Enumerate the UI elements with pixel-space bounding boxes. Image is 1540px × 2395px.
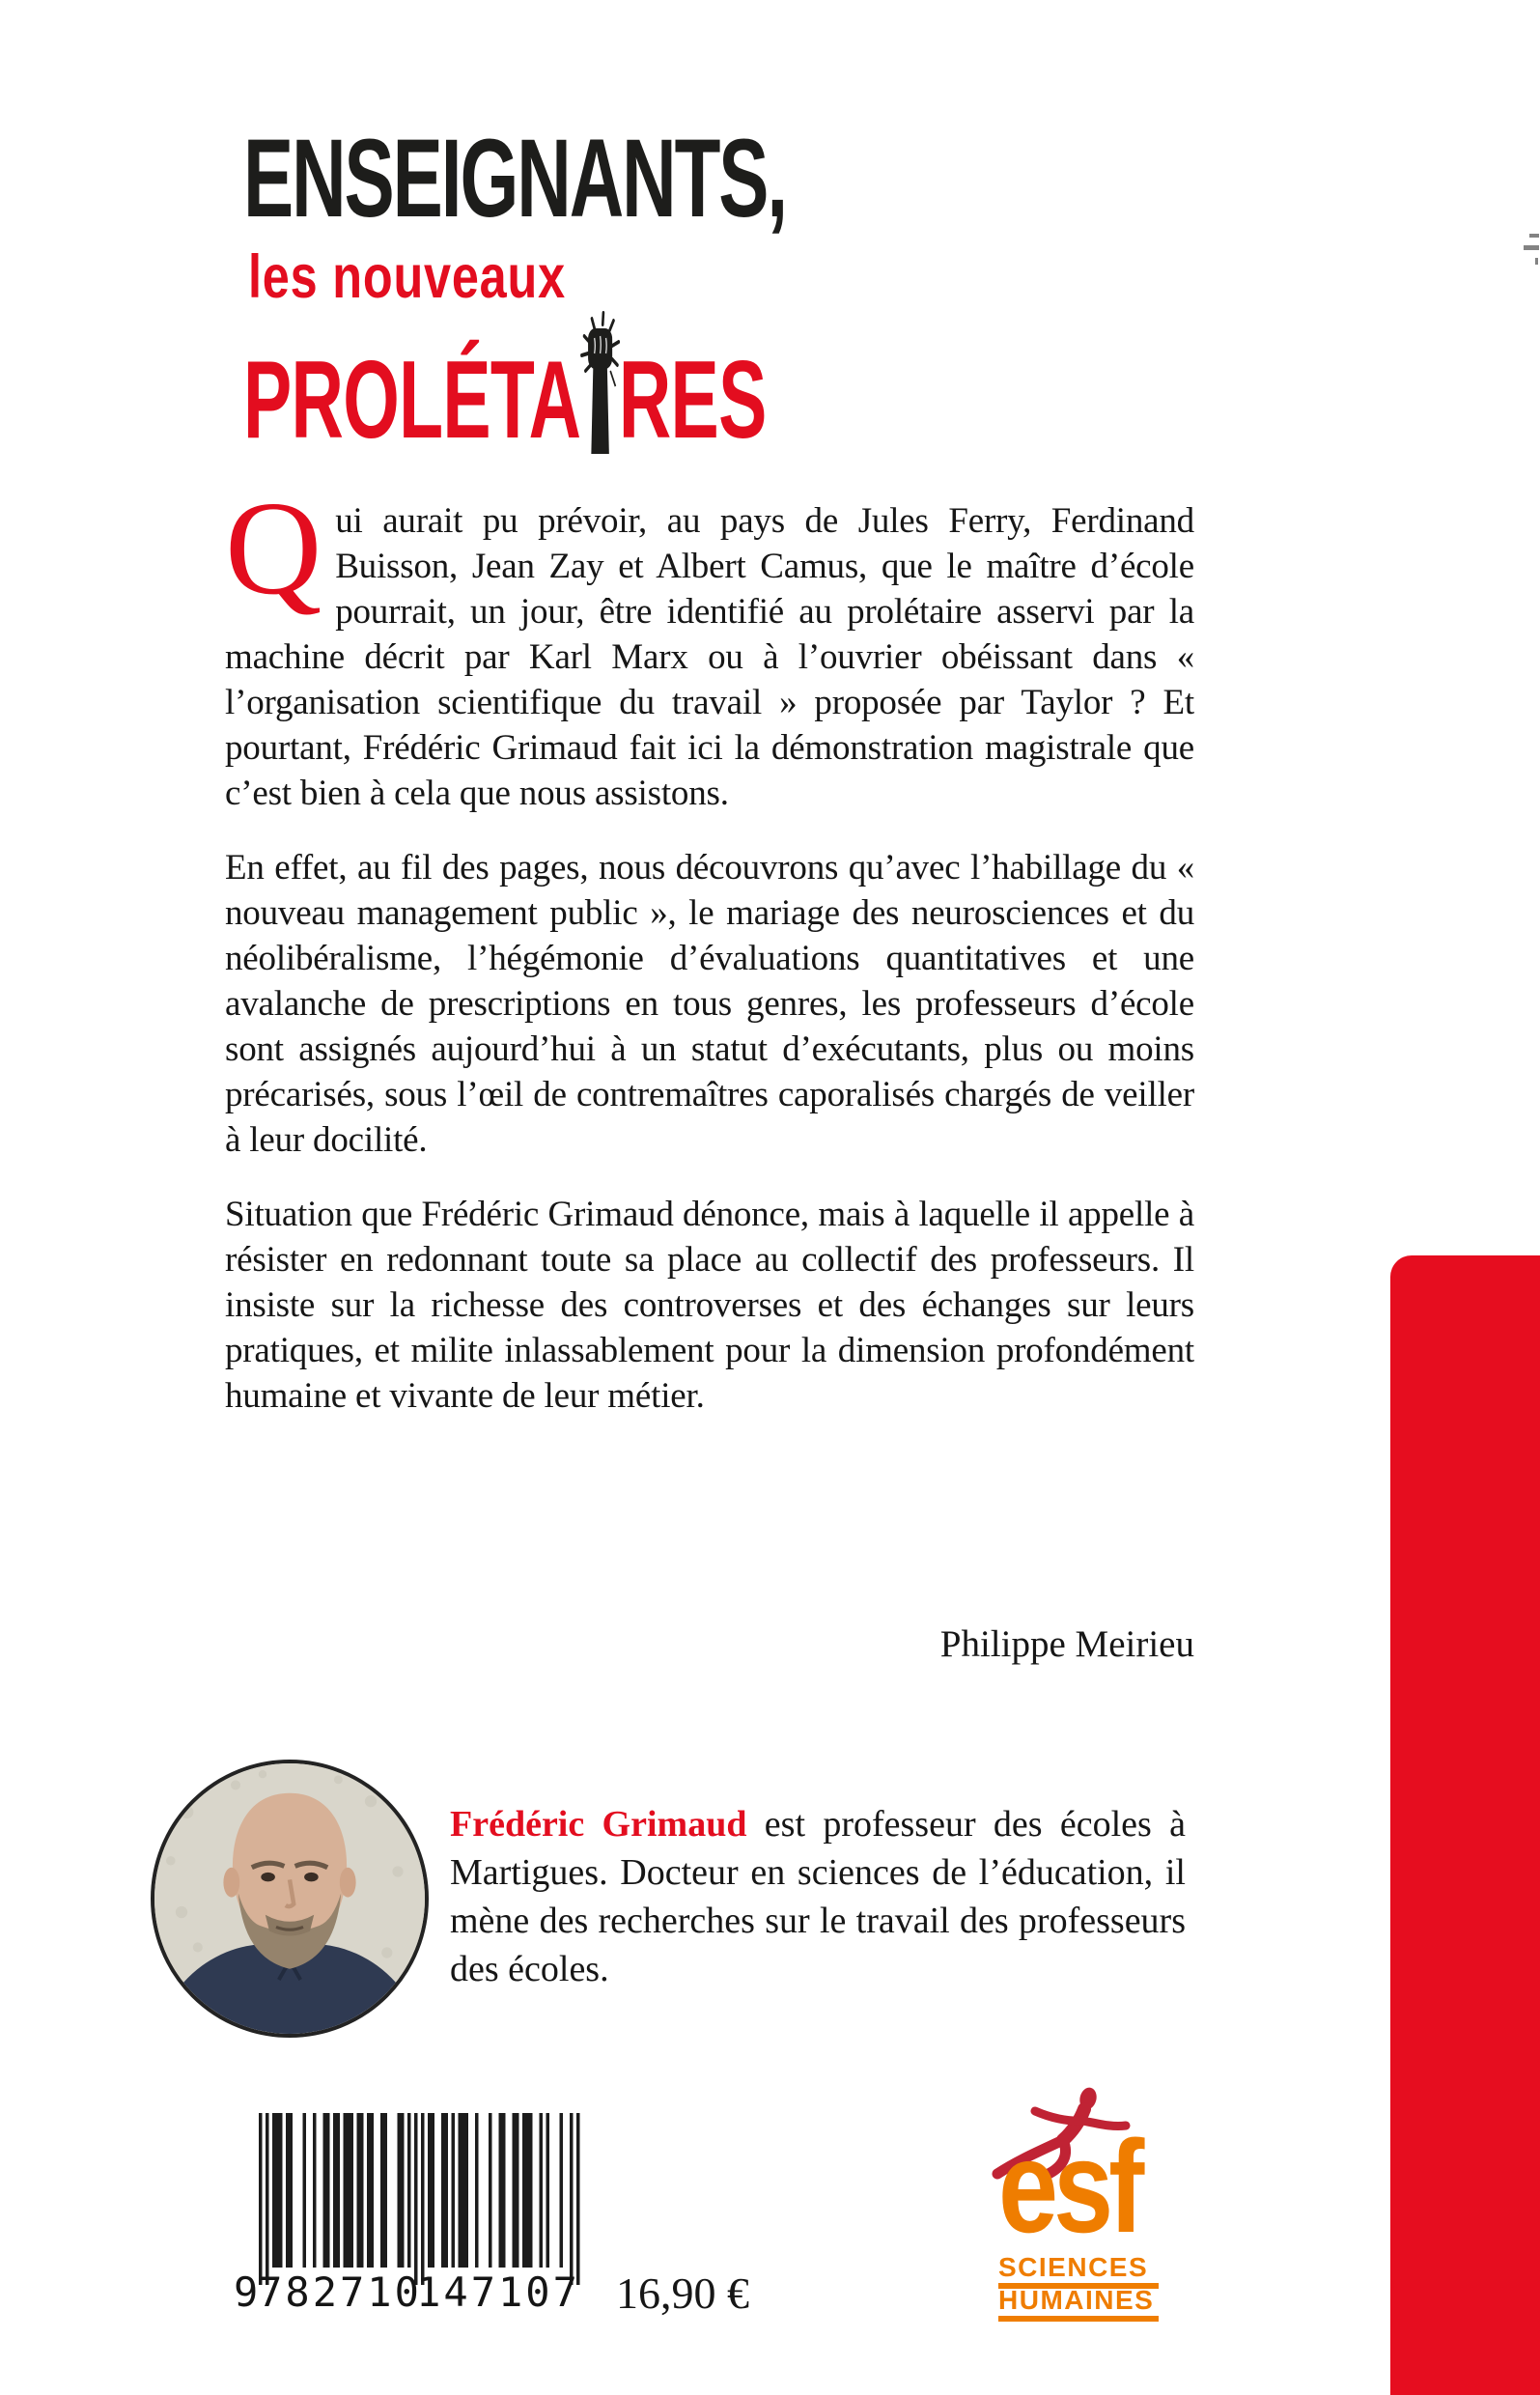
book-title-line3-post: RES (618, 339, 767, 462)
author-bio-text: est professeur des écoles à Martigues. Docteur en sciences de l’éducation, il mène des recherches sur le travail des professeurs des écoles. (450, 1804, 1187, 1989)
barcode-bars (259, 2113, 580, 2285)
isbn-digit-first: 9 (234, 2268, 262, 2316)
book-title-line2: les nouveaux (248, 243, 566, 311)
synopsis-paragraph-2: En effet, au fil des pages, nous découvrons qu’avec l’habillage du « nouveau management public », le mariage des neurosciences et du néolibéralisme, l’hégémonie d’évaluations quantitatives et une avalanche de prescriptions en tous genres, les professeurs d’école sont assignés aujourd’hui à un statut d’exécutants, plus ou moins précarisés, sous l’œil de contremaîtres caporalisés chargés de veiller à leur docilité. (225, 848, 1194, 1160)
book-title-line1: ENSEIGNANTS, (243, 117, 787, 240)
price: 16,90 € (616, 2268, 749, 2318)
red-spine-tab (1390, 1255, 1540, 2395)
synopsis-paragraph-3: Situation que Frédéric Grimaud dénonce, mais à laquelle il appelle à résister en redonnant toute sa place au collectif des professeurs. Il insiste sur la richesse des controverses et des échanges sur leurs pratiques, et milite inlassablement pour la dimension profondément humaine et vivante de leur métier. (225, 1195, 1194, 1416)
drop-cap: Q (225, 474, 322, 623)
publisher-line2: HUMAINES (998, 2287, 1159, 2322)
barcode (230, 2113, 597, 2323)
signature: Philippe Meirieu (939, 1623, 1194, 1665)
isbn-group-left: 782710 (258, 2268, 422, 2316)
author-portrait (151, 1760, 429, 2038)
synopsis-paragraph-1-text: ui aurait pu prévoir, au pays de Jules Ferry, Ferdinand Buisson, Jean Zay et Albert Camus, que le maître d’école pourrait, un jour, être identifié au prolétaire asservi par la machine décrit par Karl Marx ou à l’ouvrier obéissant dans « l’organisation scientifique du travail » proposée par Taylor ? Et pourtant, Frédéric Grimaud fait ici la démonstration magistrale que c’est bien à cela que nous assistons. (225, 501, 1194, 813)
isbn-group-right: 147107 (416, 2268, 580, 2316)
raised-fist-icon (579, 309, 620, 454)
book-title-line3-pre: PROLÉTA (243, 339, 581, 462)
author-bio (450, 1800, 1186, 1993)
publisher-name: esf (998, 2113, 1140, 2260)
edge-marks (1512, 232, 1540, 274)
book-title-line3 (243, 309, 767, 462)
publisher-logo (985, 2084, 1197, 2335)
synopsis-paragraph-1 (225, 474, 1194, 816)
publisher-line1: SCIENCES (998, 2254, 1159, 2289)
synopsis (225, 474, 1194, 1448)
author-name: Frédéric Grimaud (450, 1804, 747, 1845)
